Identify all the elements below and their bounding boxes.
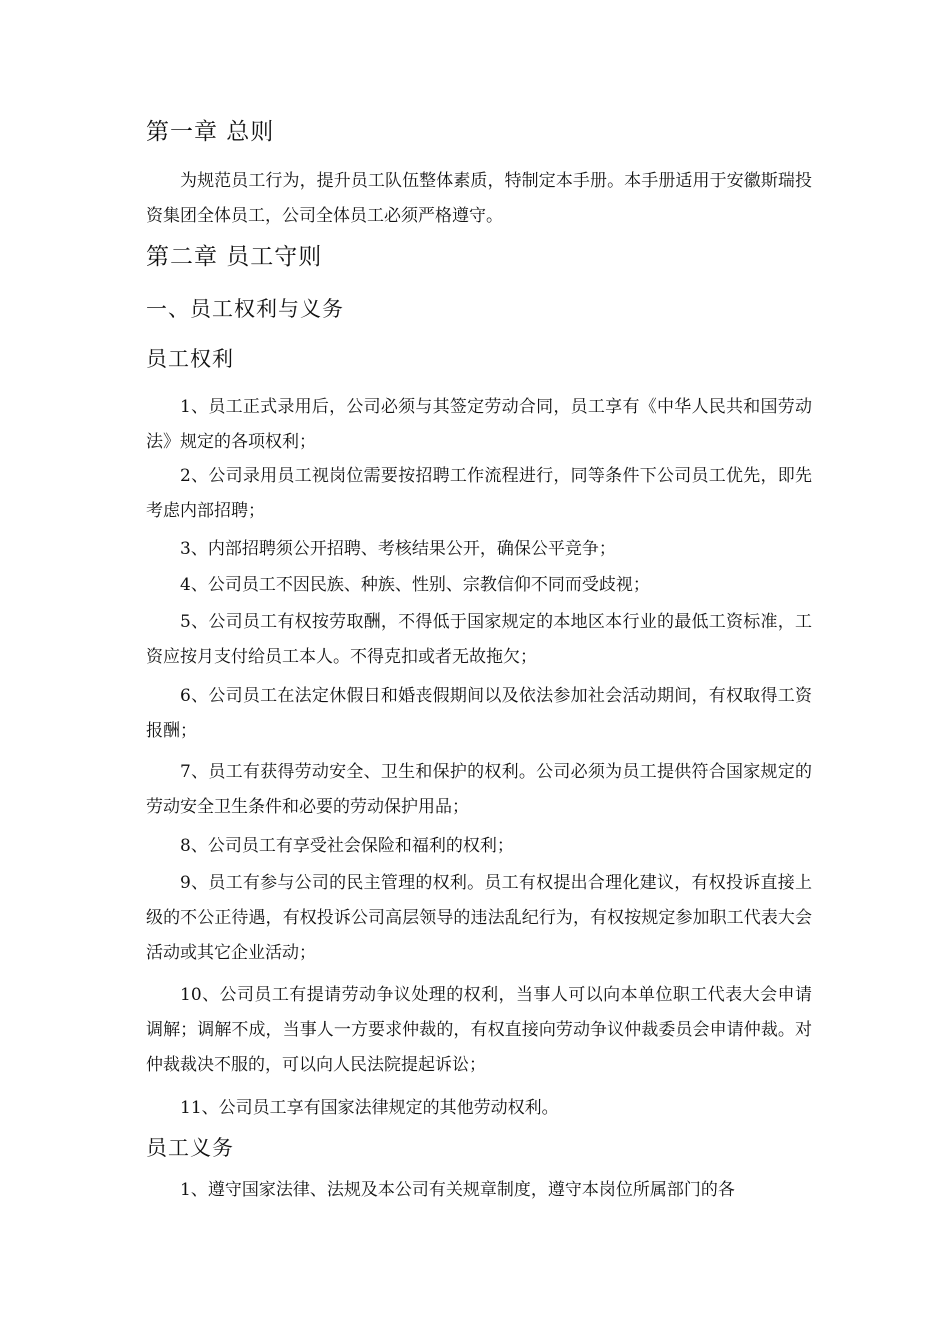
rights-item-5: 5、公司员工有权按劳取酬，不得低于国家规定的本地区本行业的最低工资标准，工资应按月支付给员工本人。不得克扣或者无故拖欠； — [146, 612, 812, 667]
rights-item-3: 3、内部招聘须公开招聘、考核结果公开，确保公平竞争； — [180, 539, 616, 559]
rights-item-4: 4、公司员工不因民族、种族、性别、宗教信仰不同而受歧视； — [180, 575, 650, 595]
rights-item-2: 2、公司录用员工视岗位需要按招聘工作流程进行，同等条件下公司员工优先，即先考虑内部招聘； — [146, 466, 812, 521]
rights-item-8: 8、公司员工有享受社会保险和福利的权利； — [180, 836, 514, 856]
rights-item-9: 9、员工有参与公司的民主管理的权利。员工有权提出合理化建议，有权投诉直接上级的不公正待遇，有权投诉公司高层领导的违法乱纪行为，有权按规定参加职工代表大会活动或其它企业活动； — [146, 873, 812, 963]
chapter-2-title: 第二章 员工守则 — [146, 244, 323, 270]
chapter-1-title: 第一章 总则 — [146, 119, 275, 145]
duties-item-1: 1、遵守国家法律、法规及本公司有关规章制度，遵守本岗位所属部门的各 — [180, 1180, 735, 1200]
chapter-1-intro: 为规范员工行为，提升员工队伍整体素质，特制定本手册。本手册适用于安徽斯瑞投资集团全体员工，公司全体员工必须严格遵守。 — [146, 171, 812, 226]
duties-heading: 员工义务 — [146, 1136, 234, 1160]
rights-item-10: 10、公司员工有提请劳动争议处理的权利，当事人可以向本单位职工代表大会申请调解；调解不成，当事人一方要求仲裁的，有权直接向劳动争议仲裁委员会申请仲裁。对仲裁裁决不服的，可以向人民法院提起诉讼； — [146, 985, 812, 1075]
rights-item-7: 7、员工有获得劳动安全、卫生和保护的权利。公司必须为员工提供符合国家规定的劳动安全卫生条件和必要的劳动保护用品； — [146, 762, 812, 817]
section-1-title: 一、员工权利与义务 — [146, 297, 344, 321]
rights-item-6: 6、公司员工在法定休假日和婚丧假期间以及依法参加社会活动期间，有权取得工资报酬； — [146, 686, 812, 741]
rights-item-11: 11、公司员工享有国家法律规定的其他劳动权利。 — [180, 1098, 559, 1118]
rights-item-1: 1、员工正式录用后，公司必须与其签定劳动合同，员工享有《中华人民共和国劳动法》规定的各项权利； — [146, 397, 812, 452]
rights-heading: 员工权利 — [146, 347, 234, 371]
